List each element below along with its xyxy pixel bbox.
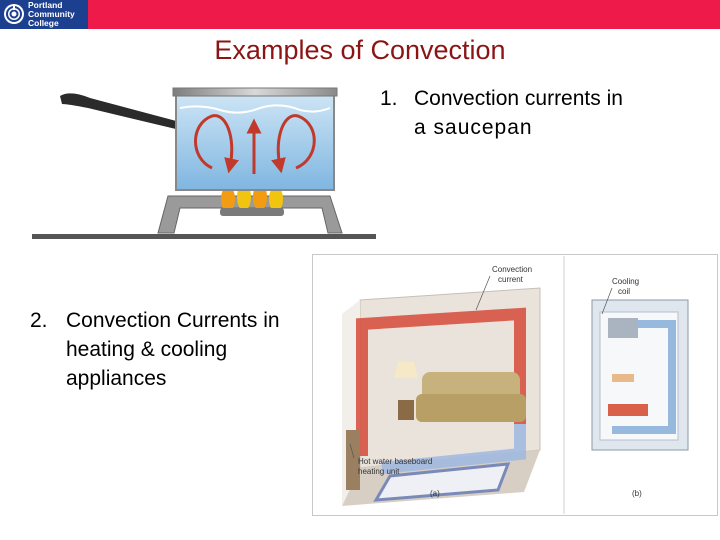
logo-line: College (28, 18, 59, 28)
logo-swirl-icon (3, 3, 25, 25)
label-heating-unit: Hot water baseboard (358, 457, 433, 466)
label-cooling-coil: coil (618, 287, 631, 296)
list-text: heating & cooling (66, 338, 228, 361)
header-bar (0, 0, 720, 29)
label-convection-current: current (498, 275, 523, 284)
logo-line: Portland (28, 0, 63, 10)
list-text: a saucepan (414, 116, 533, 139)
logo-line: Community (28, 9, 75, 19)
list-item-appliances (30, 306, 280, 393)
list-text: Convection currents in (414, 87, 623, 110)
college-logo (0, 0, 88, 29)
slide-title: Examples of Convection (214, 35, 506, 65)
label-convection-current: Convection (492, 265, 533, 274)
list-text: Convection Currents in (66, 309, 280, 332)
logo-wordmark (28, 1, 75, 28)
pan-handle (60, 93, 180, 130)
list-number: 2. (30, 309, 48, 332)
label-cooling-coil: Cooling (612, 277, 640, 286)
list-item-saucepan (380, 84, 623, 142)
heating-cooling-figure (312, 254, 718, 516)
list-number: 1. (380, 87, 398, 110)
label-panel-b: (b) (632, 489, 642, 498)
label-heating-unit: heating unit (358, 467, 400, 476)
refrigerator-illustration (592, 300, 688, 450)
saucepan-illustration (30, 78, 380, 248)
countertop (32, 234, 376, 239)
list-text: appliances (66, 367, 167, 390)
label-panel-a: (a) (430, 489, 440, 498)
